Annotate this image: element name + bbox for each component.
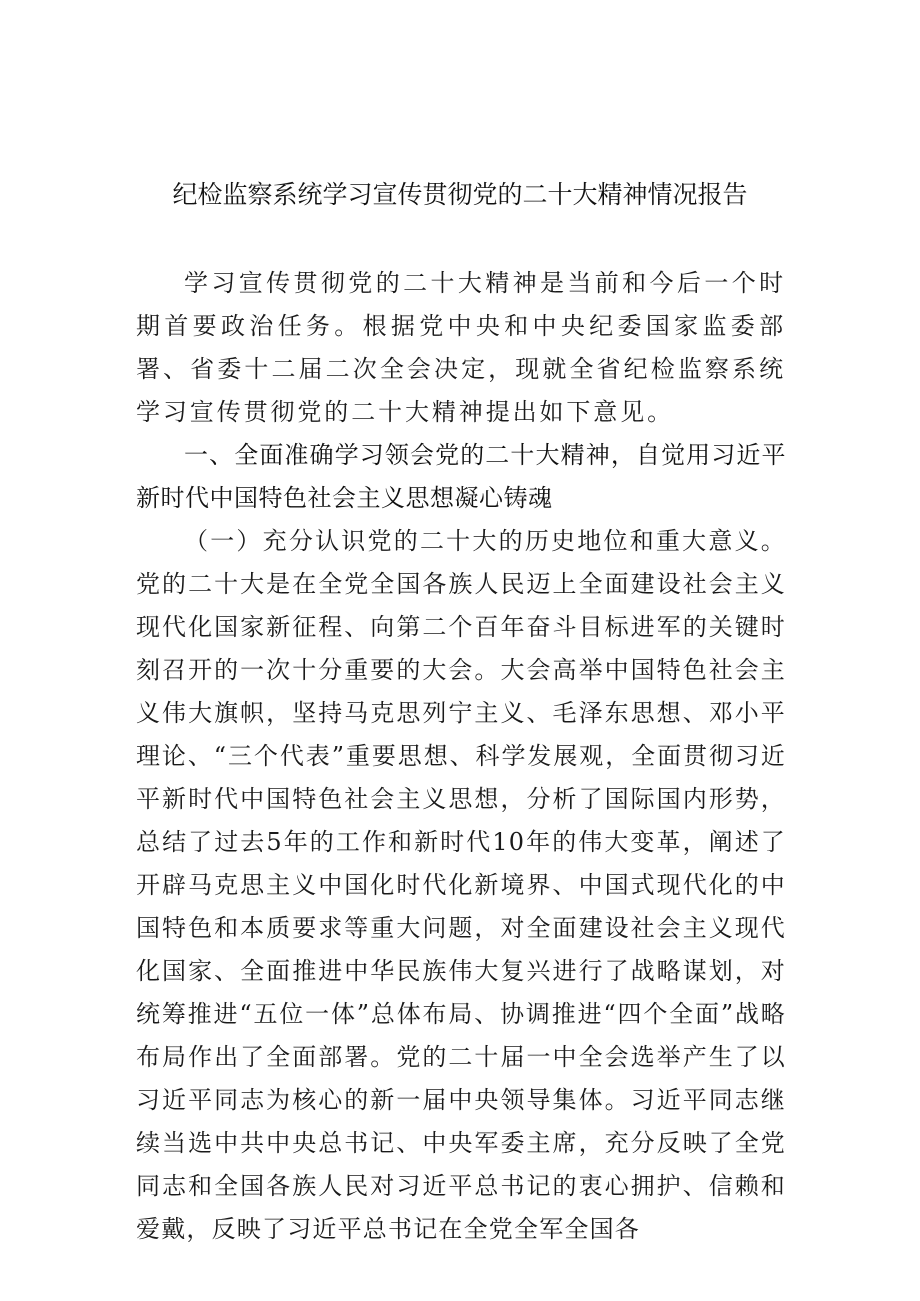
intro-paragraph: 学习宣传贯彻党的二十大精神是当前和今后一个时期首要政治任务。根据党中央和中央纪委国家监委部署、省委十二届二次全会决定，现就全省纪检监察系统学习宣传贯彻党的二十大精神提出如下意见。 bbox=[136, 269, 786, 426]
section-1-heading: 一、全面准确学习领会党的二十大精神，自觉用习近平新时代中国特色社会主义思想凝心铸魂 bbox=[136, 441, 786, 512]
document-body bbox=[136, 262, 786, 1251]
subsection-1-paragraph: （一）充分认识党的二十大的历史地位和重大意义。党的二十大是在全党全国各族人民迈上全面建设社会主义现代化国家新征程、向第二个百年奋斗目标进军的关键时刻召开的一次十分重要的大会。大会高举中国特色社会主义伟大旗帜，坚持马克思列宁主义、毛泽东思想、邓小平理论、“三个代表”重要思想、科学发展观，全面贯彻习近平新时代中国特色社会主义思想，分析了国际国内形势，总结了过去5年的工作和新时代10年的伟大变革，阐述了开辟马克思主义中国化时代化新境界、中国式现代化的中国特色和本质要求等重大问题，对全面建设社会主义现代化国家、全面推进中华民族伟大复兴进行了战略谋划，对统筹推进“五位一体”总体布局、协调推进“四个全面”战略布局作出了全面部署。党的二十届一中全会选举产生了以习近平同志为核心的新一届中央领导集体。习近平同志继续当选中共中央总书记、中央军委主席，充分反映了全党同志和全国各族人民对习近平总书记的衷心拥护、信赖和爱戴，反映了习近平总书记在全党全军全国各 bbox=[136, 527, 786, 1243]
document-title: 纪检监察系统学习宣传贯彻党的二十大精神情况报告 bbox=[172, 180, 748, 209]
